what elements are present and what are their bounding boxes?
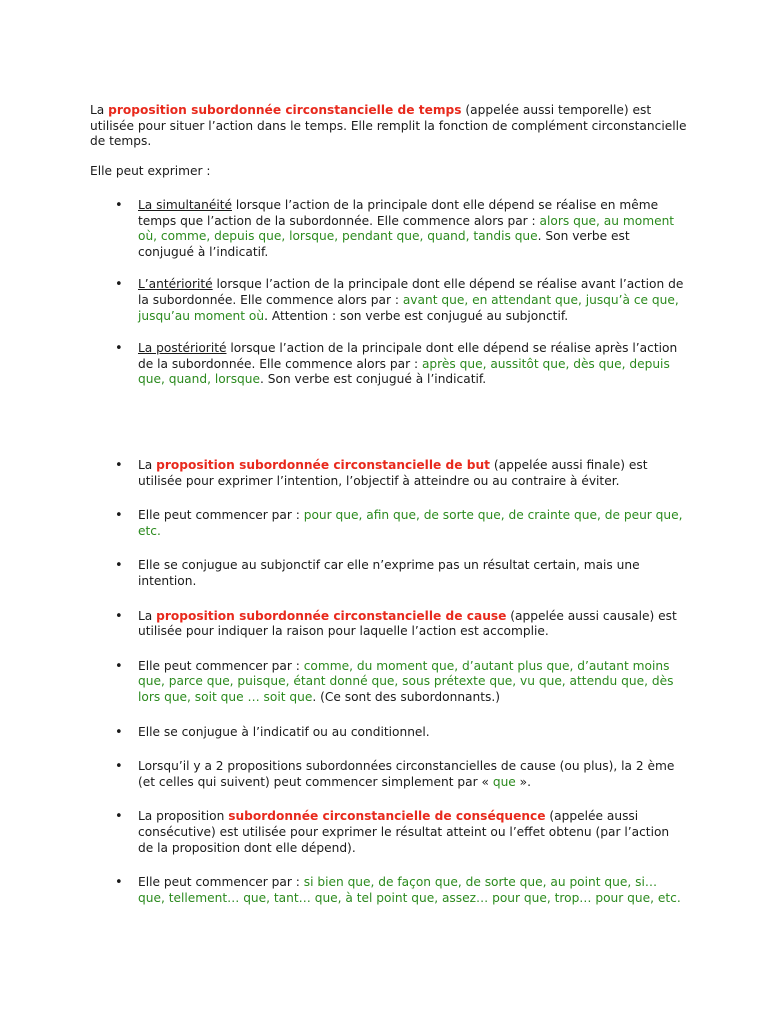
item-label: L’antériorité [138, 277, 213, 292]
bullet-icon: • [115, 458, 123, 473]
list-item-consequence-start: • Elle peut commencer par : si bien que, de façon que, de sorte que, au point que, si… que, tellement… que, tant… que, à tel point que, assez… pour que, trop… pour que, etc. [115, 875, 681, 905]
conjunction-list: comme, du moment que, d’autant plus que, d’autant moins que, parce que, puisque, étant donné que, sous prétexte que, vu que, attendu que, dès lors que, soit que … soit que [138, 658, 674, 704]
conjunction-list: si bien que, de façon que, de sorte que, au point que, si… que, tellement… que, tant… que, à tel point que, assez… pour que, trop… pour que, etc. [138, 875, 681, 905]
term-temps: proposition subordonnée circonstancielle de temps [108, 103, 462, 117]
item-label: La simultanéité [138, 198, 232, 212]
list-item-but-mode: • Elle se conjugue au subjonctif car elle n’exprime pas un résultat certain, mais une intention. [115, 558, 640, 588]
conjunction-list: alors que, au moment où, comme, depuis que, lorsque, pendant que, quand, tandis que [138, 213, 675, 244]
conjunction-list: pour que, afin que, de sorte que, de crainte que, de peur que, etc. [138, 508, 683, 538]
bullet-icon: • [115, 759, 123, 775]
term-but: proposition subordonnée circonstancielle de but [156, 458, 490, 472]
bullet-icon: • [115, 658, 123, 674]
item-label: La postériorité [138, 341, 227, 356]
bullet-icon: • [115, 198, 123, 213]
list-item-cause-plural: • Lorsqu’il y a 2 propositions subordonnées circonstancielles de cause (ou plus), la 2 ème (et celles qui suivent) peut commencer simplement par « que ». [115, 759, 675, 789]
list-item-cause-start: • Elle peut commencer par : comme, du moment que, d’autant plus que, d’autant moins que, parce que, puisque, étant donné que, sous prétexte que, vu que, attendu que, dès lors que, soit que … soit que. (Ce sont des subordonnants.) [115, 658, 674, 704]
list-item-anteriorite: • L’antériorité lorsque l’action de la principale dont elle dépend se réalise avant l’action de la subordonnée. Elle commence alors par : avant que, en attendant que, jusqu’à ce que, jusqu’au moment où. Attention : son verbe est conjugué au subjonctif. [115, 277, 684, 323]
bullet-icon: • [115, 508, 123, 524]
temps-list [115, 198, 685, 388]
term-consequence: subordonnée circonstancielle de conséquence [228, 809, 546, 824]
bullet-icon: • [115, 608, 123, 624]
list-item-but-start: • Elle peut commencer par : pour que, afin que, de sorte que, de crainte que, de peur que, etc. [115, 508, 683, 538]
list-item-consequence-intro: • La proposition subordonnée circonstancielle de conséquence (appelée aussi consécutive) est utilisée pour exprimer le résultat atteint ou l’effet obtenu (par l’action de la proposition dont elle dépend). [115, 809, 670, 855]
list-item-posteriorite: • La postériorité lorsque l’action de la principale dont elle dépend se réalise après l’action de la subordonnée. Elle commence alors par : après que, aussitôt que, dès que, depuis que, quand, lorsque. Son verbe est conjugué à l’indicatif. [115, 341, 678, 387]
bullet-icon: • [115, 558, 123, 574]
term-cause: proposition subordonnée circonstancielle de cause [156, 608, 507, 623]
intro-section [90, 103, 690, 193]
bullet-icon: • [115, 809, 123, 825]
conjunction-list: avant que, en attendant que, jusqu’à ce que, jusqu’au moment où [138, 292, 679, 323]
list-item-cause-mode: • Elle se conjugue à l’indicatif ou au conditionnel. [115, 724, 430, 740]
list-item-cause-intro: • La proposition subordonnée circonstancielle de cause (appelée aussi causale) est utilisée pour indiquer la raison pour laquelle l’action est accomplie. [115, 608, 677, 639]
intro-subline: Elle peut exprimer : [90, 163, 211, 178]
bullet-icon: • [115, 875, 123, 891]
bullet-icon: • [115, 724, 123, 740]
bullet-icon: • [115, 341, 123, 357]
subordonnees-list [115, 458, 685, 906]
conjunction-que: que [492, 774, 516, 789]
list-item-but-intro: • La proposition subordonnée circonstancielle de but (appelée aussi finale) est utilisée pour exprimer l’intention, l’objectif à atteindre ou au contraire à éviter. [115, 458, 648, 488]
list-item-simultaneite: • La simultanéité lorsque l’action de la principale dont elle dépend se réalise en même temps que l’action de la subordonnée. Elle commence alors par : alors que, au moment où, comme, depuis que, lorsque, pendant que, quand, tandis que. Son verbe est conjugué à l’indicatif. [115, 198, 675, 259]
intro-paragraph: La proposition subordonnée circonstancielle de temps (appelée aussi temporelle) est utilisée pour situer l’action dans le temps. Elle remplit la fonction de complément circonstancielle de temps. [90, 103, 687, 149]
bullet-icon: • [115, 277, 123, 293]
conjunction-list: après que, aussitôt que, dès que, depuis que, quand, lorsque [138, 356, 670, 387]
